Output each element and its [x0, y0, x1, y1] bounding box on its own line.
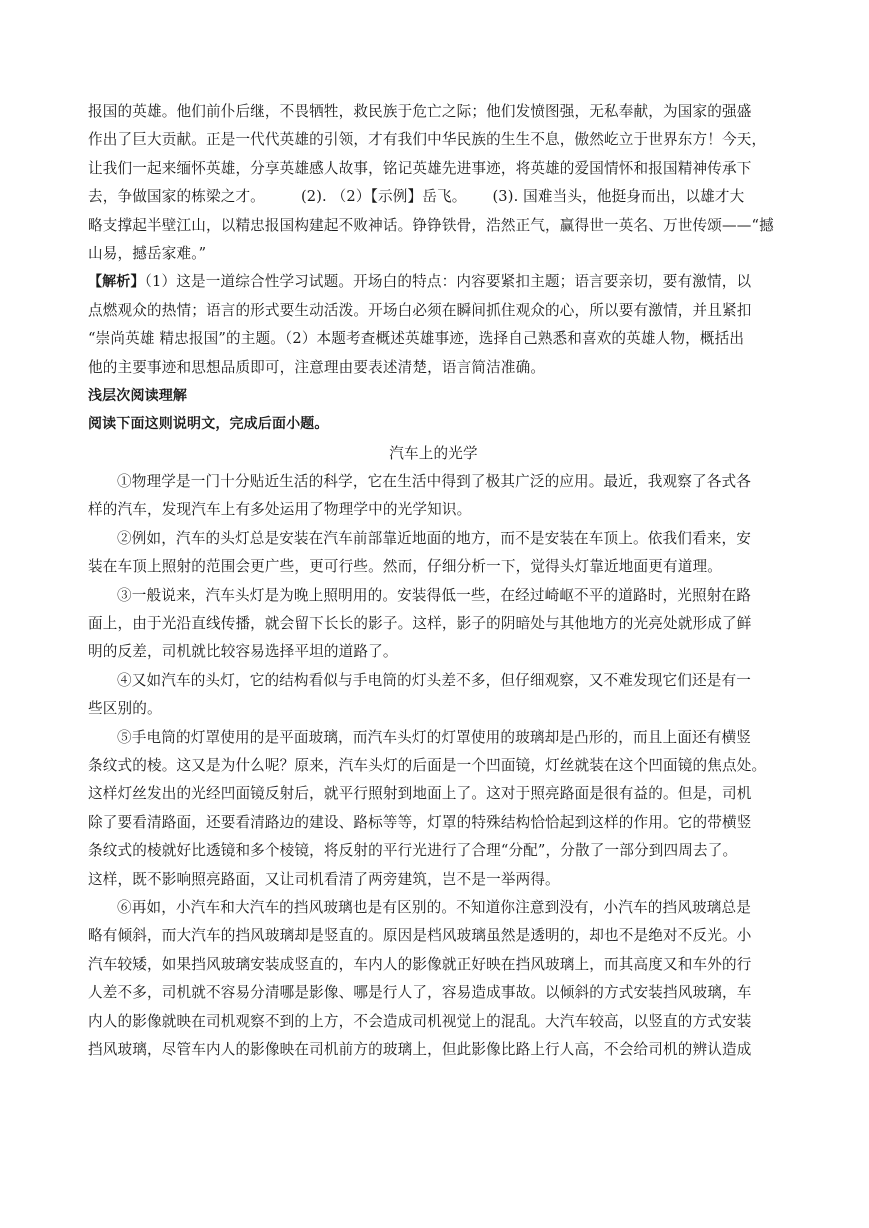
article-line: ④又如汽车的头灯，它的结构看似与手电筒的灯头差不多，但仔细观察，又不难发现它们还是有一 — [117, 671, 751, 689]
section-instruction: 阅读下面这则说明文，完成后面小题。 — [88, 416, 329, 433]
article-line: 明的反差，司机就比较容易选择平坦的道路了。 — [88, 643, 398, 661]
article-title: 汽车上的光学 — [389, 444, 478, 462]
analysis-line-3: “崇尚英雄 精忠报国”的主题。（2）本题考查概述英雄事迹，选择自己熟悉和喜欢的英雄人物，概括出 — [88, 330, 745, 348]
article-line: 这样，既不影响照亮路面，又让司机看清了两旁建筑，岂不是一举两得。 — [88, 870, 560, 888]
article-line: ①物理学是一门十分贴近生活的科学，它在生活中得到了极其广泛的应用。最近，我观察了各式各 — [117, 473, 751, 491]
article-line: ③一般说来，汽车头灯是为晚上照明用的。安装得低一些，在经过崎岖不平的道路时，光照射在路 — [117, 586, 751, 604]
answer-line-5: 略支撑起半壁江山，以精忠报国构建起不败神话。铮铮铁骨，浩然正气，赢得世一英名、万世传颂——“撼 — [88, 216, 774, 234]
article-body — [88, 468, 779, 1064]
analysis-label: 【解析】 — [88, 274, 145, 291]
analysis-line-2: 点燃观众的热情；语言的形式要生动活泼。开场白必须在瞬间抓住观众的心，所以要有激情，并且紧扣 — [88, 301, 752, 319]
analysis-line-1 — [88, 268, 779, 296]
article-line: 人差不多，司机就不容易分清哪是影像、哪是行人了，容易造成事故。以倾斜的方式安装挡风玻璃，车 — [88, 984, 752, 1002]
answer-line-6: 山易，撼岳家难。” — [88, 244, 207, 262]
article-line: ②例如，汽车的头灯总是安装在汽车前部靠近地面的地方，而不是安装在车顶上。依我们看来，安 — [117, 529, 751, 547]
article-line: 挡风玻璃，尽管车内人的影像映在司机前方的玻璃上，但此影像比路上行人高，不会给司机的辨认造成 — [88, 1040, 752, 1058]
article-line: 略有倾斜，而大汽车的挡风玻璃却是竖直的。原因是档风玻璃虽然是透明的，却也不是绝对不反光。小 — [88, 927, 752, 945]
answer-line-4-part-a: 去，争做国家的栋梁之才。 — [88, 188, 265, 206]
analysis-line-4: 他的主要事迹和思想品质即可，注意理由要表述清楚，语言简洁准确。 — [88, 358, 546, 376]
article-line: 除了要看清路面，还要看清路边的建设、路标等等，灯罩的特殊结构恰恰起到这样的作用。它的带横竖 — [88, 813, 752, 831]
article-line: 条纹式的棱就好比透镜和多个棱镜，将反射的平行光进行了合理“分配”，分散了一部分到四周去了。 — [88, 842, 738, 860]
answer-line-2: 作出了巨大贡献。正是一代代英雄的引领，才有我们中华民族的生生不息，傲然屹立于世界东方！今天， — [88, 131, 767, 149]
answer-line-4-part-b: (2). （2）【示例】岳飞。 — [300, 188, 467, 206]
article-line: 些区别的。 — [88, 700, 162, 718]
article-line: 样的汽车，发现汽车上有多处运用了物理学中的光学知识。 — [88, 501, 472, 519]
article-line: 这样灯丝发出的光经凹面镜反射后，就平行照射到地面上了。这对于照亮路面是很有益的。但是，司机 — [88, 785, 752, 803]
article-line: 条纹式的棱。这又是为什么呢？原来，汽车头灯的后面是一个凹面镜，灯丝就装在这个凹面镜的焦点处。 — [88, 756, 767, 774]
answer-line-4-part-c: (3). 国难当头，他挺身而出，以雄才大 — [492, 188, 745, 206]
section-heading: 浅层次阅读理解 — [88, 387, 188, 404]
article-line: ⑤手电筒的灯罩使用的是平面玻璃，而汽车头灯的灯罩使用的玻璃却是凸形的，而且上面还有横竖 — [117, 728, 751, 746]
answer-line-1: 报国的英雄。他们前仆后继，不畏牺牲，救民族于危亡之际；他们发愤图强，无私奉献，为国家的强盛 — [88, 103, 752, 120]
article-line: 内人的影像就映在司机观察不到的上方，不会造成司机视觉上的混乱。大汽车较高，以竖直的方式安装 — [88, 1012, 752, 1030]
article-line: ⑥再如，小汽车和大汽车的挡风玻璃也是有区别的。不知道你注意到没有，小汽车的挡风玻璃总是 — [117, 898, 751, 916]
answer-line-3: 让我们一起来缅怀英雄，分享英雄感人故事，铭记英雄先进事迹，将英雄的爱国情怀和报国精神传承下 — [88, 159, 752, 177]
analysis-line-1-text: （1）这是一道综合性学习试题。开场白的特点：内容要紧扣主题；语言要亲切，要有激情，以 — [144, 273, 752, 291]
article-line: 面上，由于光沿直线传播，就会留下长长的影子。这样，影子的阴暗处与其他地方的光亮处就形成了鲜 — [88, 615, 752, 633]
article-line: 装在车顶上照射的范围会更广些，更可行些。然而，仔细分析一下，觉得头灯靠近地面更有道理。 — [88, 558, 722, 576]
answer-line-4 — [88, 183, 779, 211]
article-line: 汽车较矮，如果挡风玻璃安装成竖直的，车内人的影像就正好映在挡风玻璃上，而其高度又和车外的行 — [88, 955, 752, 973]
